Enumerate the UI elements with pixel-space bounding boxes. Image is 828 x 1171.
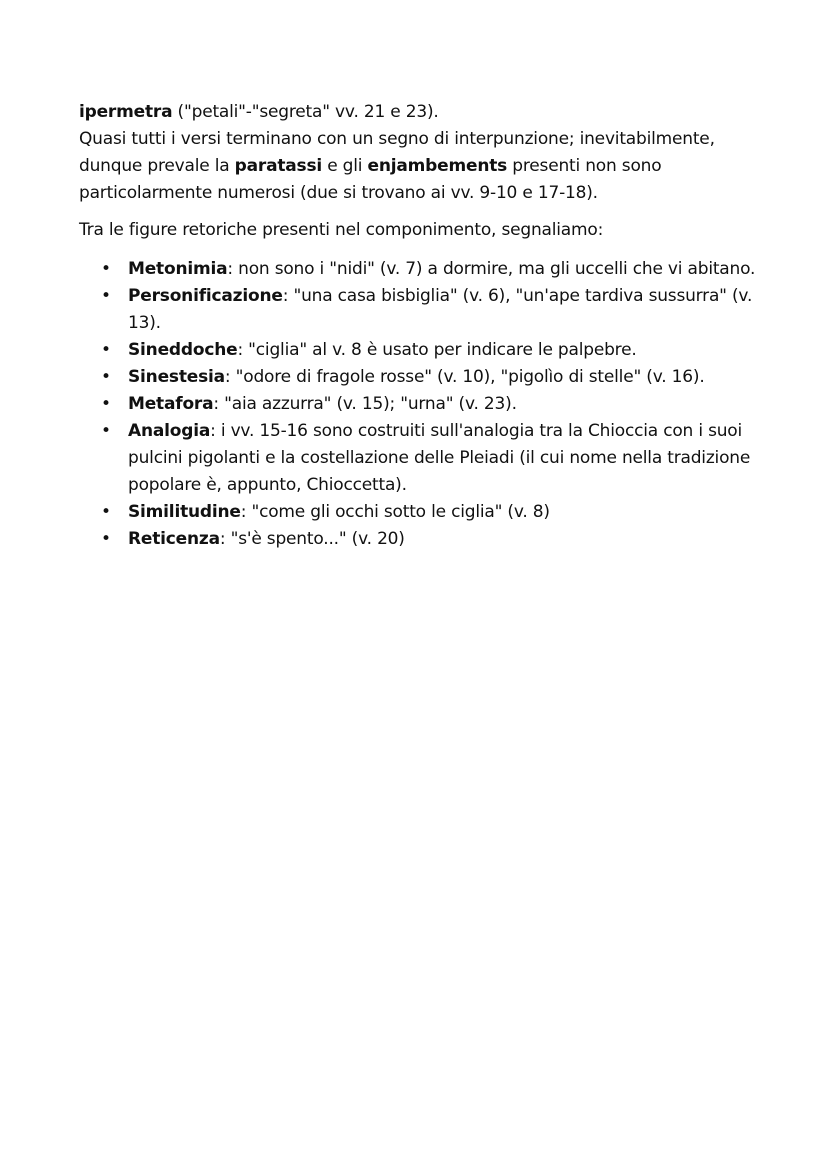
paragraph-ipermetra (79, 99, 759, 126)
figure-term: Sineddoche (128, 340, 238, 360)
figure-text: : "come gli occhi sotto le ciglia" (v. 8) (240, 502, 550, 522)
document-page (79, 99, 759, 553)
bullet-icon: • (101, 367, 111, 387)
figure-term: Personificazione (128, 286, 283, 306)
figure-text: : i vv. 15-16 sono costruiti sull'analogia tra la Chioccia con i suoi pulcini pigolanti e la costellazione delle Pleiadi (il cui nome nella tradizione popolare è, appunto, Chioccetta). (128, 421, 751, 495)
figure-text: : "una casa bisbiglia" (v. 6), "un'ape tardiva sussurra" (v. 13). (128, 286, 753, 333)
list-item (101, 337, 759, 364)
figure-term: Reticenza (128, 529, 220, 549)
figure-text: : non sono i "nidi" (v. 7) a dormire, ma gli uccelli che vi abitano. (227, 259, 756, 279)
list-item (101, 283, 759, 337)
figure-term: Sinestesia (128, 367, 225, 387)
list-item (101, 418, 759, 499)
term-paratassi: paratassi (234, 156, 323, 176)
figure-term: Metafora (128, 394, 214, 414)
bullet-icon: • (101, 286, 111, 306)
paragraph-ipermetra-text: ("petali"-"segreta" vv. 21 e 23). (172, 102, 439, 122)
paragraph-interpunzione (79, 126, 759, 207)
list-item (101, 499, 759, 526)
term-enjambements: enjambements (367, 156, 508, 176)
figure-term: Analogia (128, 421, 211, 441)
figures-intro: Tra le figure retoriche presenti nel componimento, segnaliamo: (79, 220, 604, 240)
term-ipermetra: ipermetra (79, 102, 173, 122)
bullet-icon: • (101, 340, 111, 360)
figure-text: : "ciglia" al v. 8 è usato per indicare le palpebre. (237, 340, 637, 360)
bullet-icon: • (101, 502, 111, 522)
figures-list (79, 256, 759, 553)
figure-text: : "aia azzurra" (v. 15); "urna" (v. 23). (213, 394, 517, 414)
list-item (101, 364, 759, 391)
figure-text: : "odore di fragole rosse" (v. 10), "pigolìo di stelle" (v. 16). (224, 367, 705, 387)
bullet-icon: • (101, 529, 111, 549)
bullet-icon: • (101, 259, 111, 279)
figure-term: Metonimia (128, 259, 228, 279)
figure-text: : "s'è spento..." (v. 20) (219, 529, 405, 549)
list-item (101, 526, 759, 553)
paragraph-interpunzione-text-2: e gli (322, 156, 368, 176)
figure-term: Similitudine (128, 502, 241, 522)
list-item (101, 391, 759, 418)
bullet-icon: • (101, 421, 111, 441)
list-item (101, 256, 759, 283)
paragraph-interpunzione-text-1: Quasi tutti i versi terminano con un segno di interpunzione; inevitabilmente, dunque prevale la (79, 129, 715, 176)
paragraph-interpunzione-text-3: presenti non sono particolarmente numerosi (due si trovano ai vv. 9-10 e 17-18). (79, 156, 662, 203)
bullet-icon: • (101, 394, 111, 414)
